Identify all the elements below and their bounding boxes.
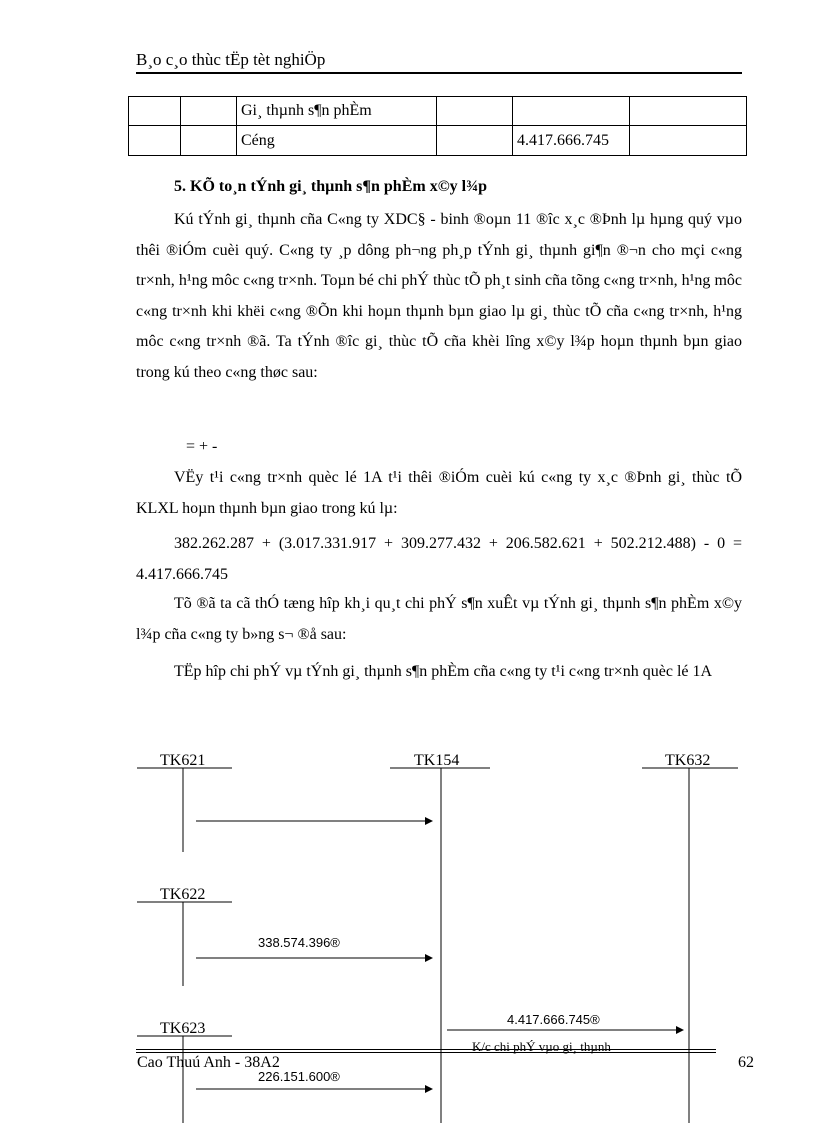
footer-rule-top (136, 1049, 716, 1050)
amount-623: 226.151.600® (258, 1069, 340, 1084)
account-tk621: TK621 (160, 752, 206, 769)
table-cell (181, 126, 237, 156)
page-number: 62 (738, 1054, 754, 1071)
table-row (129, 126, 747, 156)
account-tk622: TK622 (160, 886, 206, 903)
formula: = + - (186, 438, 218, 455)
table-cell: Céng (237, 126, 437, 156)
table-cell: 4.417.666.745 (513, 126, 630, 156)
account-tk154: TK154 (414, 752, 460, 769)
table-cell (513, 97, 630, 126)
table-cell (129, 97, 181, 126)
account-tk623: TK623 (160, 1020, 206, 1037)
paragraph-result-intro: VËy t¹i c«ng tr×nh quèc lé 1A t¹i thêi ®iÓm cuèi kú c«ng ty x¸c ®Þnh gi¸ thùc tÕ KLXL hoµn thµnh bµn giao trong kú lµ: (136, 469, 742, 517)
paragraph-summary: Tõ ®ã ta cã thÓ tæng hîp kh¸i qu¸t chi phÝ s¶n xuÊt vµ tÝnh gi¸ thµnh s¶n phÈm x©y l¾p cña c«ng ty b»ng s¬ ®å sau: (136, 595, 742, 643)
header-rule (136, 72, 742, 74)
section-heading: 5. KÕ to¸n tÝnh gi¸ thµnh s¶n phÈm x©y l¾p (174, 178, 487, 195)
table-cell (630, 97, 747, 126)
table-cell (129, 126, 181, 156)
footer-rule-bottom (136, 1052, 716, 1053)
footer-author: Cao Thuú Anh - 38A2 (137, 1054, 280, 1071)
paragraph-method: Kú tÝnh gi¸ thµnh cña C«ng ty XDC§ - binh ®oµn 11 ®îc x¸c ®Þnh lµ hµng quý vµo thêi ®iÓm cuèi quý. C«ng ty ¸p dông ph¬ng ph¸p tÝnh gi¸ thµnh gi¶n ®¬n cho mçi c«ng tr×nh, h¹ng môc c«ng tr×nh. Toµn bé chi phÝ thùc tÕ ph¸t sinh cña tõng c«ng tr×nh, h¹ng môc c«ng tr×nh khi khëi c«ng ®Õn khi hoµn thµnh bµn giao lµ gi¸ thùc tÕ cña c«ng tr×nh, h¹ng môc c«ng tr×nh ®ã. Ta tÝnh ®îc gi¸ thùc tÕ cña khèi lîng x©y l¾p hoµn thµnh bµn giao trong kú theo c«ng thøc sau: (136, 211, 742, 381)
table-cell (437, 126, 513, 156)
table-cell: Gi¸ thµnh s¶n phÈm (237, 97, 437, 126)
table-cell (437, 97, 513, 126)
table-cell (630, 126, 747, 156)
note-632: K/c chi phÝ vµo gi¸ thµnh (472, 1039, 611, 1054)
table-row (129, 97, 747, 126)
calculation: 382.262.287 + (3.017.331.917 + 309.277.432 + 206.582.621 + 502.212.488) - 0 = 4.417.666.745 (136, 535, 742, 583)
amount-632: 4.417.666.745® (507, 1012, 600, 1027)
account-tk632: TK632 (665, 752, 711, 769)
paragraph-diagram-caption: TËp hîp chi phÝ vµ tÝnh gi¸ thµnh s¶n phÈm cña c«ng ty t¹i c«ng tr×nh quèc lé 1A (174, 663, 713, 680)
cost-table (128, 96, 747, 156)
table-cell (181, 97, 237, 126)
amount-622: 338.574.396® (258, 935, 340, 950)
header-title: B¸o c¸o thùc tËp tèt nghiÖp (136, 50, 326, 69)
